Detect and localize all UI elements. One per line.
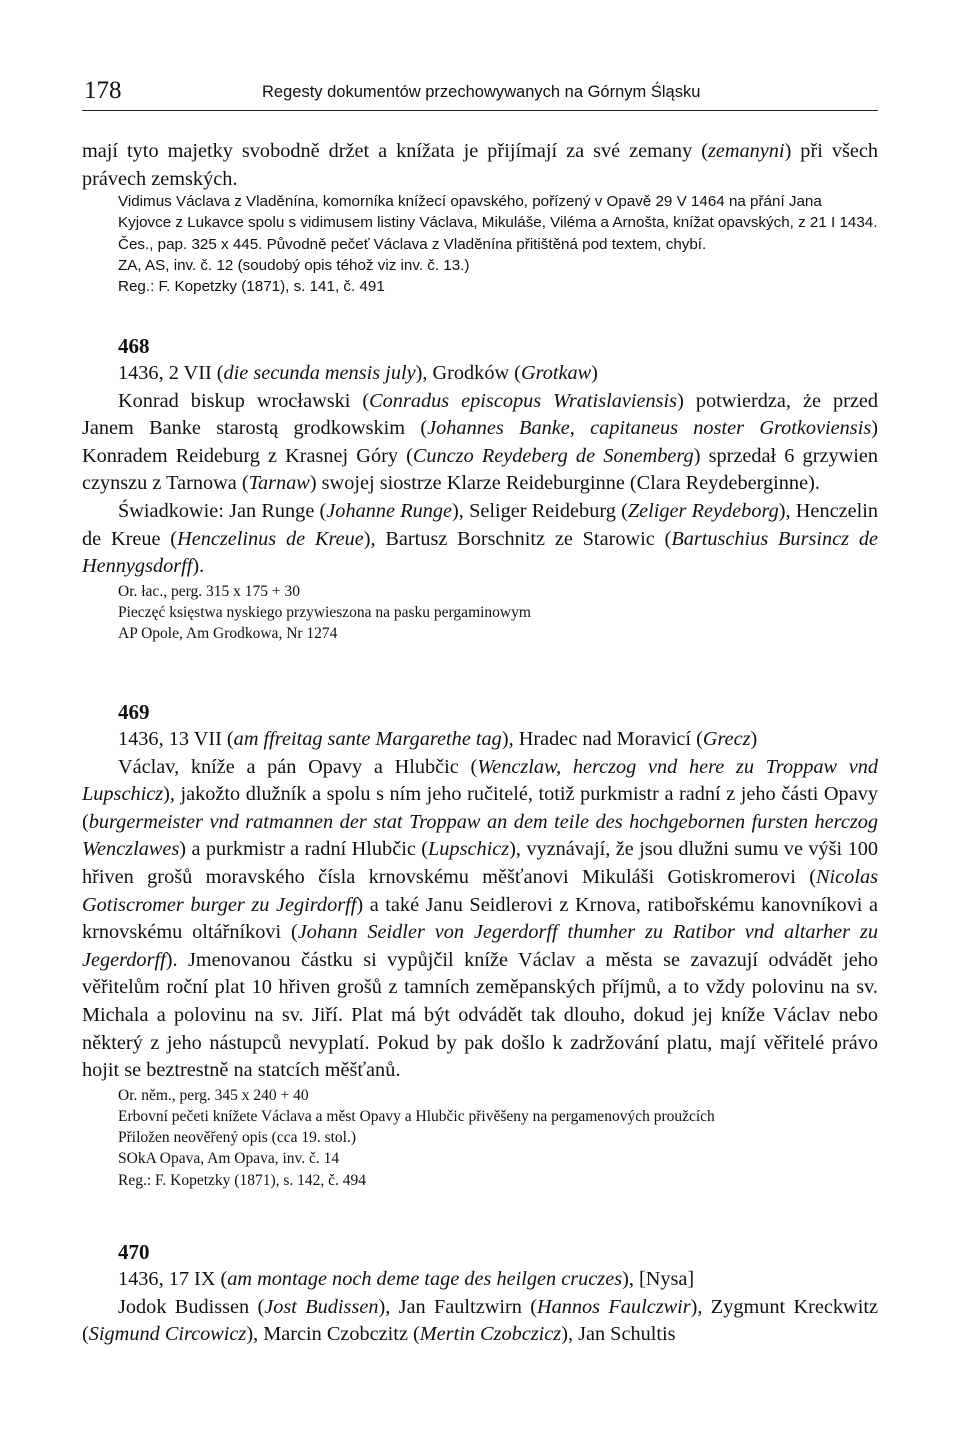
- page-number: 178: [84, 77, 122, 104]
- archive-note: ZA, AS, inv. č. 12 (soudobý opis téhož viz inv. č. 13.): [118, 256, 470, 274]
- entry-number: 468: [118, 334, 150, 358]
- running-title: Regesty dokumentów przechowywanych na Górnym Śląsku: [262, 83, 701, 101]
- entry-summary: Konrad biskup wrocławski (Conradus episcopus Wratislaviensis) potwierdza, że przed Janem Banke starostą grodkowskim (Johannes Banke, capitaneus noster Grotkoviensis) Konradem Reideburg z Krasnej Góry (Cunczo Reydeberg de Sonemberg) sprzedał 6 grzywien czynszu z Tarnowa (Tarnaw) swojej siostrze Klarze Reideburginne (Clara Reydeberginne).: [82, 389, 879, 495]
- entry-468: [82, 332, 878, 644]
- page: [82, 76, 879, 1346]
- entry-note: Reg.: F. Kopetzky (1871), s. 142, č. 494: [118, 1171, 367, 1189]
- page-header: [82, 76, 878, 111]
- entry-470: [82, 1238, 878, 1349]
- entry-number: 469: [118, 700, 150, 724]
- continuation-paragraph: mají tyto majetky svobodně držet a knížata je přijímají za své zemany (zemanyni) při všech právech zemských.: [82, 140, 878, 190]
- entry-469: [82, 698, 878, 1191]
- entry-date-line: 1436, 17 IX (am montage noch deme tage des heilgen cruczes), [Nysa]: [118, 1268, 695, 1290]
- continuation-block: [82, 138, 878, 297]
- entry-summary: Jodok Budissen (Jost Budissen), Jan Faultzwirn (Hannos Faulczwir), Zygmunt Kreckwitz (Sigmund Circowicz), Marcin Czobczitz (Mertin Czobczicz), Jan Schultis: [82, 1295, 878, 1346]
- entry-note: Or. łac., perg. 315 x 175 + 30: [118, 582, 300, 600]
- entry-note: AP Opole, Am Grodkowa, Nr 1274: [118, 625, 338, 643]
- entry-note: Přiložen neověřený opis (cca 19. stol.): [118, 1129, 357, 1147]
- regest-note: Reg.: F. Kopetzky (1871), s. 141, č. 491: [118, 278, 385, 295]
- entry-witnesses: Świadkowie: Jan Runge (Johanne Runge), Seliger Reideburg (Zeliger Reydeborg), Henczelin de Kreue (Henczelinus de Kreue), Bartusz Borschnitz ze Starowic (Bartuschius Bursincz de Hennygsdorff).: [82, 499, 878, 578]
- source-note: Vidimus Václava z Vladěnína, komorníka knížecí opavského, pořízený v Opavě 29 V 1464 na přání Jana Kyjovce z Lukavce spolu s vidimusem listiny Václava, Mikuláše, Viléma a Arnošta, knížat opavských, z 21 I 1434. Čes., pap. 325 x 445. Původně pečeť Václava z Vladěnína přitištěná pod textem, chybí.: [118, 193, 878, 253]
- entry-note: Erbovní pečeti knížete Václava a měst Opavy a Hlubčic přivěšeny na pergamenových proužcích: [118, 1107, 715, 1125]
- entry-note: Pieczęć księstwa nyskiego przywieszona na pasku pergaminowym: [118, 603, 531, 621]
- entry-summary: Václav, kníže a pán Opavy a Hlubčic (Wenczlaw, herczog vnd here zu Troppaw vnd Lupschicz), jakožto dlužník a spolu s ním jeho ručitelé, totiž purkmistr a radní z jeho části Opavy (burgermeister vnd ratmannen der stat Troppaw an dem teile des hochgebornen fursten herczog Wenczlawes) a purkmistr a radní Hlubčic (Lupschicz), vyznávají, že jsou dlužni sumu ve výši 100 hřiven grošů moravského čísla krnovskému měšťanovi Mikuláši Gotiskromerovi (Nicolas Gotiscromer burger zu Jegirdorff) a také Janu Seidlerovi z Krnova, ratibořskému kanovníkovi a krnovskému oltářníkovi (Johann Seidler von Jegerdorff thumher zu Ratibor vnd altarher zu Jegerdorff). Jmenovanou částku si vypůjčil kníže Václav a města se zavazují odvádět jeho věřitelům roční plat 10 hřiven grošů z tamních zeměpanských příjmů, a to vždy polovinu na sv. Michala a polovinu na sv. Jiří. Plat má být odvádět tak dlouho, dokud jej kníže Václav nebo některý z jeho nástupců nevyplatí. Pokud by pak došlo k zadržování platu, mají věřitelé právo hojit se beztrestně na statcích měšťanů.: [82, 755, 878, 1082]
- entry-date-line: 1436, 13 VII (am ffreitag sante Margarethe tag), Hradec nad Moravicí (Grecz): [118, 728, 758, 750]
- entry-note: SOkA Opava, Am Opava, inv. č. 14: [118, 1150, 340, 1168]
- entry-note: Or. něm., perg. 345 x 240 + 40: [118, 1086, 309, 1104]
- entry-number: 470: [118, 1240, 150, 1264]
- entry-date-line: 1436, 2 VII (die secunda mensis july), Grodków (Grotkaw): [118, 362, 598, 384]
